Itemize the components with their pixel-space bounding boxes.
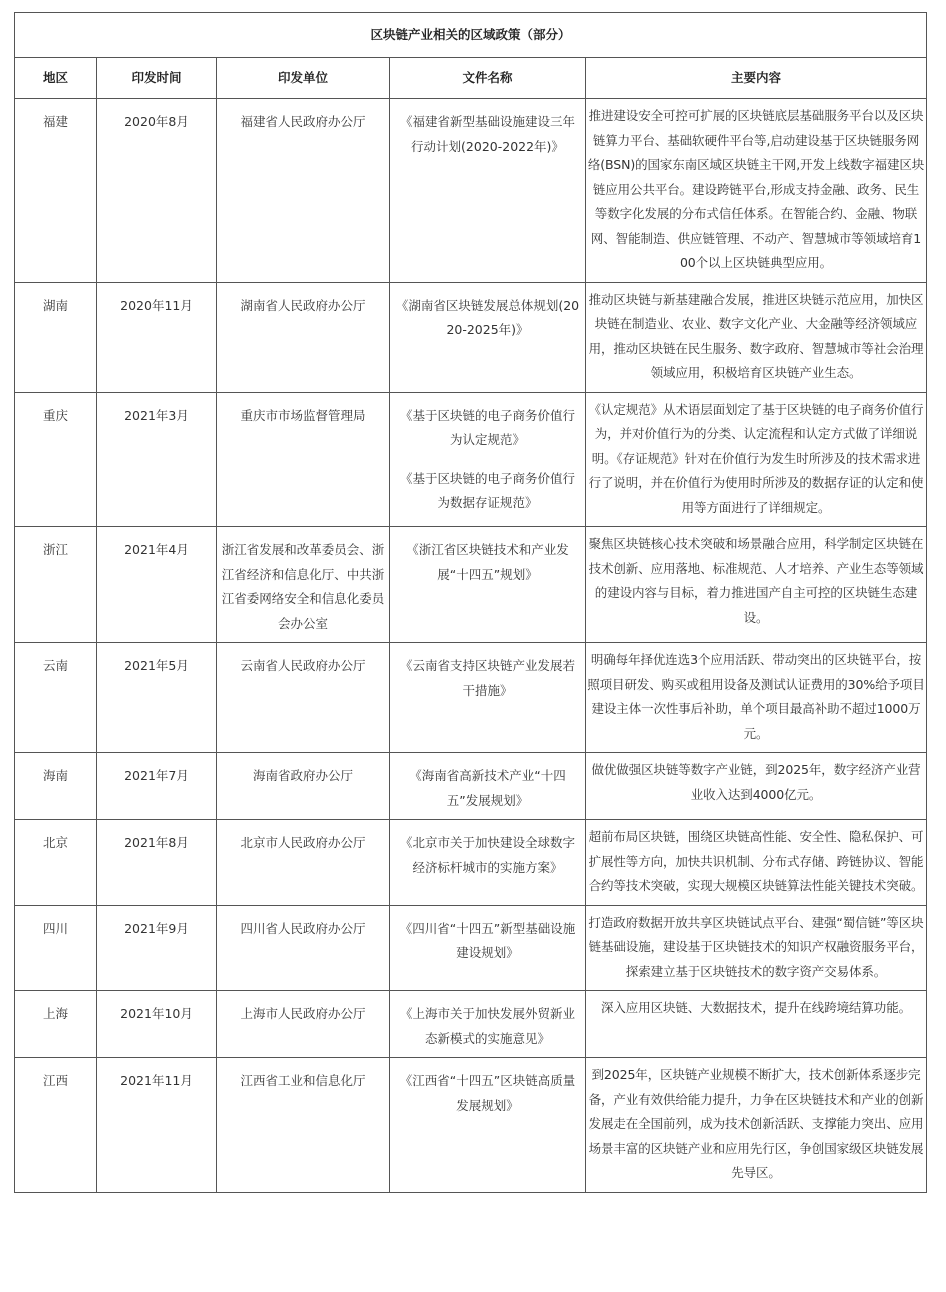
cell-region: 浙江 (15, 527, 97, 643)
cell-region: 重庆 (15, 392, 97, 527)
cell-content: 明确每年择优连选3个应用活跃、带动突出的区块链平台，按照项目研发、购买或租用设备及测试认证费用的30%给予项目建设主体一次性事后补助，单个项目最高补助不超过1000万元。 (586, 643, 927, 753)
cell-document (390, 643, 586, 753)
cell-date: 2021年9月 (97, 905, 217, 991)
cell-content: 打造政府数据开放共享区块链试点平台、建强“蜀信链”等区块链基础设施，建设基于区块链技术的知识产权融资服务平台，探索建立基于区块链技术的数字资产交易体系。 (586, 905, 927, 991)
cell-issuer: 重庆市市场监督管理局 (217, 392, 390, 527)
cell-issuer: 湖南省人民政府办公厅 (217, 282, 390, 392)
cell-document (390, 905, 586, 991)
cell-date: 2021年8月 (97, 820, 217, 906)
cell-issuer: 四川省人民政府办公厅 (217, 905, 390, 991)
cell-region: 福建 (15, 99, 97, 283)
document-name: 《海南省高新技术产业“十四五”发展规划》 (409, 768, 566, 808)
table-header-row (15, 58, 927, 99)
cell-date: 2021年10月 (97, 991, 217, 1058)
cell-content: 到2025年，区块链产业规模不断扩大，技术创新体系逐步完备，产业有效供给能力提升，力争在区块链技术和产业的创新发展走在全国前列，成为技术创新活跃、支撑能力突出、应用场景丰富的区块链产业和应用先行区，争创国家级区块链发展先导区。 (586, 1058, 927, 1193)
table-row (15, 392, 927, 527)
cell-document (390, 99, 586, 283)
header-date: 印发时间 (97, 58, 217, 99)
cell-region: 北京 (15, 820, 97, 906)
cell-region: 湖南 (15, 282, 97, 392)
cell-date: 2021年4月 (97, 527, 217, 643)
document-name: 《基于区块链的电子商务价值行为数据存证规范》 (399, 470, 575, 510)
table-row (15, 991, 927, 1058)
cell-issuer: 福建省人民政府办公厅 (217, 99, 390, 283)
cell-region: 海南 (15, 753, 97, 820)
cell-date: 2021年5月 (97, 643, 217, 753)
table-row (15, 99, 927, 283)
cell-date: 2021年7月 (97, 753, 217, 820)
header-issuer: 印发单位 (217, 58, 390, 99)
cell-region: 江西 (15, 1058, 97, 1193)
cell-date: 2020年11月 (97, 282, 217, 392)
cell-date: 2021年11月 (97, 1058, 217, 1193)
cell-content: 聚焦区块链核心技术突破和场景融合应用，科学制定区块链在技术创新、应用落地、标准规范、人才培养、产业生态等领域的建设内容与目标，着力推进国产自主可控的区块链生态建设。 (586, 527, 927, 643)
cell-issuer: 浙江省发展和改革委员会、浙江省经济和信息化厅、中共浙江省委网络安全和信息化委员会办公室 (217, 527, 390, 643)
cell-document (390, 282, 586, 392)
cell-content: 推进建设安全可控可扩展的区块链底层基础服务平台以及区块链算力平台、基础软硬件平台等,启动建设基于区块链服务网络(BSN)的国家东南区域区块链主干网,开发上线数字福建区块链应用公共平台。建设跨链平台,形成支持金融、政务、民生等数字化发展的分布式信任体系。在智能合约、金融、物联网、智能制造、供应链管理、不动产、智慧城市等领域培育100个以上区块链典型应用。 (586, 99, 927, 283)
table-row (15, 820, 927, 906)
cell-content: 深入应用区块链、大数据技术，提升在线跨境结算功能。 (586, 991, 927, 1058)
document-name: 《湖南省区块链发展总体规划(2020-2025年)》 (395, 297, 580, 337)
cell-issuer: 北京市人民政府办公厅 (217, 820, 390, 906)
cell-document (390, 392, 586, 527)
table-row (15, 282, 927, 392)
table-row (15, 643, 927, 753)
cell-document (390, 991, 586, 1058)
cell-document (390, 820, 586, 906)
header-document: 文件名称 (390, 58, 586, 99)
document-name: 《上海市关于加快发展外贸新业态新模式的实施意见》 (399, 1006, 575, 1046)
cell-content: 超前布局区块链，围绕区块链高性能、安全性、隐私保护、可扩展性等方向，加快共识机制、分布式存储、跨链协议、智能合约等技术突破，实现大规模区块链算法性能关键技术突破。 (586, 820, 927, 906)
table-title: 区块链产业相关的区域政策（部分） (15, 13, 927, 58)
policy-table-container (14, 12, 926, 1193)
document-name: 《基于区块链的电子商务价值行为认定规范》 (399, 407, 575, 447)
document-name: 《四川省“十四五”新型基础设施建设规划》 (399, 920, 576, 960)
document-name: 《浙江省区块链技术和产业发展“十四五”规划》 (406, 542, 569, 582)
cell-content: 做优做强区块链等数字产业链，到2025年，数字经济产业营业收入达到4000亿元。 (586, 753, 927, 820)
cell-region: 上海 (15, 991, 97, 1058)
cell-document (390, 1058, 586, 1193)
document-name: 《福建省新型基础设施建设三年行动计划(2020-2022年)》 (399, 114, 575, 154)
document-name: 《江西省“十四五”区块链高质量发展规划》 (399, 1073, 576, 1113)
policy-table (14, 12, 927, 1193)
table-row (15, 753, 927, 820)
cell-region: 云南 (15, 643, 97, 753)
table-row (15, 905, 927, 991)
cell-issuer: 上海市人民政府办公厅 (217, 991, 390, 1058)
header-region: 地区 (15, 58, 97, 99)
cell-issuer: 云南省人民政府办公厅 (217, 643, 390, 753)
cell-issuer: 江西省工业和信息化厅 (217, 1058, 390, 1193)
table-row (15, 1058, 927, 1193)
table-row (15, 527, 927, 643)
cell-document (390, 527, 586, 643)
document-name: 《云南省支持区块链产业发展若干措施》 (399, 658, 575, 698)
document-name: 《北京市关于加快建设全球数字经济标杆城市的实施方案》 (399, 835, 575, 875)
header-content: 主要内容 (586, 58, 927, 99)
cell-date: 2021年3月 (97, 392, 217, 527)
cell-content: 《认定规范》从术语层面划定了基于区块链的电子商务价值行为，并对价值行为的分类、认定流程和认定方式做了详细说明。《存证规范》针对在价值行为发生时所涉及的技术需求进行了说明，并在价值行为使用时所涉及的数据存证的认定和使用等方面进行了详细规定。 (586, 392, 927, 527)
cell-issuer: 海南省政府办公厅 (217, 753, 390, 820)
cell-date: 2020年8月 (97, 99, 217, 283)
cell-content: 推动区块链与新基建融合发展，推进区块链示范应用，加快区块链在制造业、农业、数字文化产业、大金融等经济领域应用，推动区块链在民生服务、数字政府、智慧城市等社会治理领域应用，积极培育区块链产业生态。 (586, 282, 927, 392)
cell-region: 四川 (15, 905, 97, 991)
table-title-row (15, 13, 927, 58)
cell-document (390, 753, 586, 820)
